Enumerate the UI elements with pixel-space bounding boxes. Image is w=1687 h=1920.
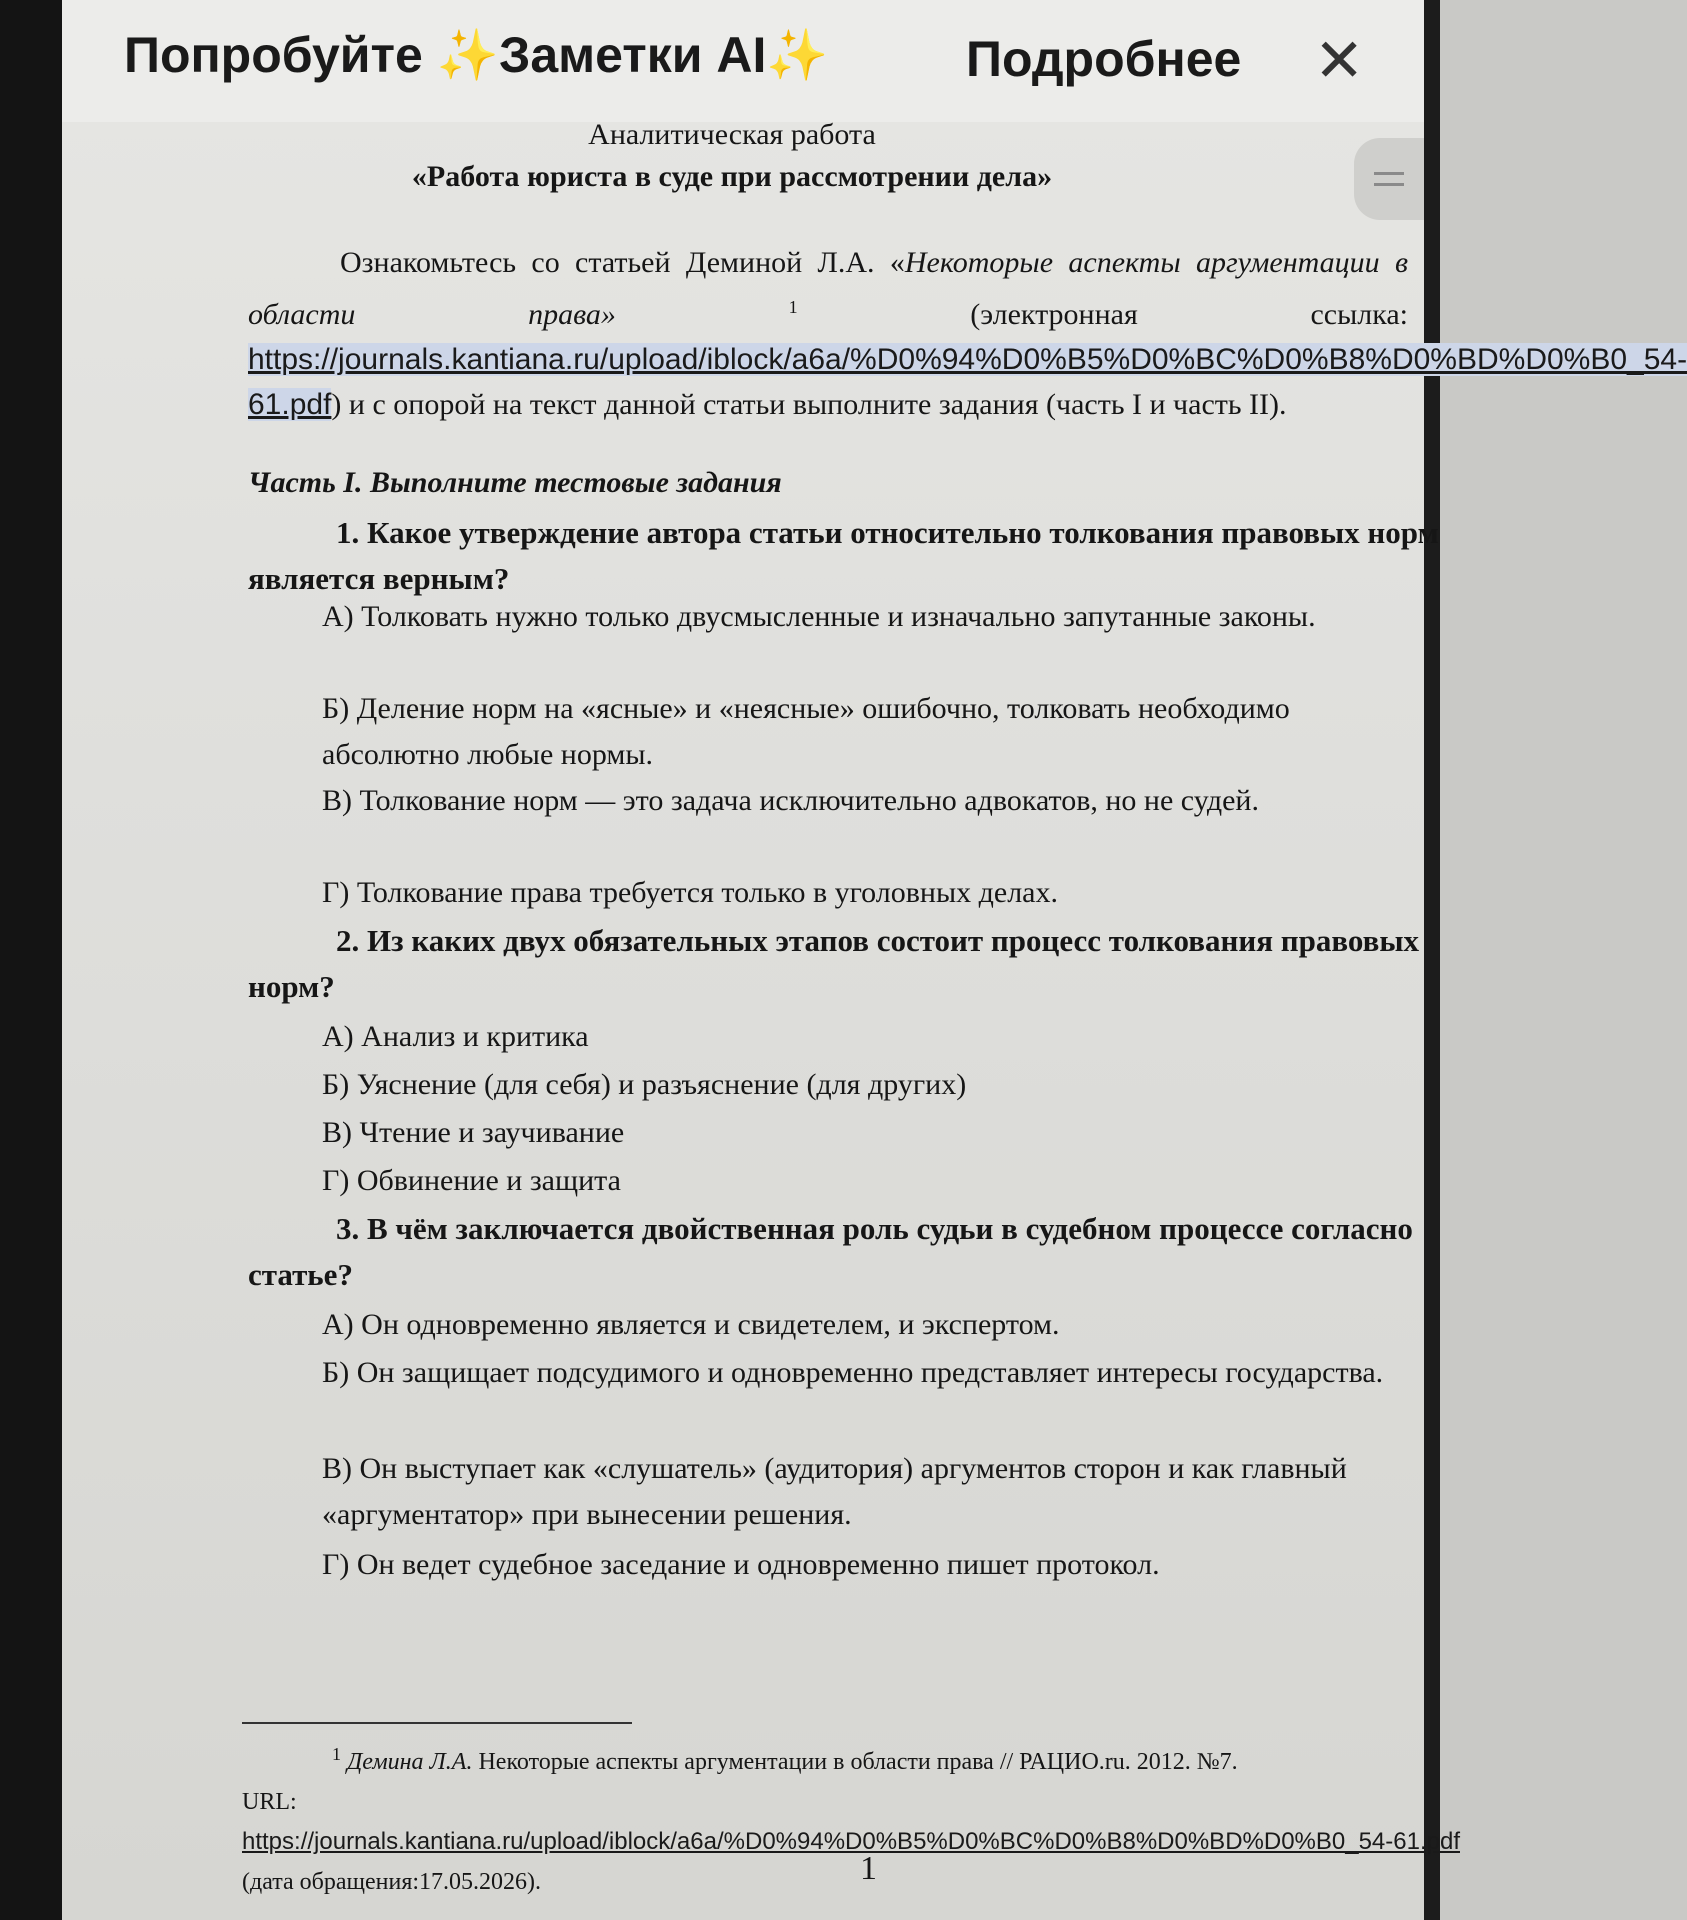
close-icon[interactable]: ✕ — [1314, 27, 1365, 94]
promo-text[interactable]: Попробуйте ✨Заметки AI✨ — [124, 27, 829, 83]
footnote-link[interactable]: https://journals.kantiana.ru/upload/iblock/a6a/%D0%94%D0%B5%D0%BC%D0%B8%D0%BD%D0%B0_54-61.pdf — [242, 1828, 1460, 1855]
option-3a: А) Он одновременно является и свидетелем, и экспертом. — [322, 1308, 1060, 1341]
article-title: Некоторые аспекты аргументации в области права» — [248, 246, 1408, 331]
document-title: Аналитическая работа — [588, 118, 876, 151]
question-1: 1. Какое утверждение автора статьи относительно толкования правовых норм является верным? — [248, 515, 1439, 596]
promo-product-name: Заметки AI — [499, 27, 767, 83]
part-heading: Часть I. Выполните тестовые задания — [248, 466, 782, 499]
page-number: 1 — [860, 1850, 877, 1887]
device-bezel-left — [0, 0, 62, 1920]
drag-handle-icon — [1374, 172, 1404, 186]
intro-paragraph: Ознакомьтесь со статьей Деминой Л.А. «Некоторые аспекты аргументации в области права» $^1$ (электронная ссылка: https://journals.kantiana.ru/upload/iblock/a6a/%D0%94%D0%B5%D0%BC%D0%B8%D0%BD%D0%B0_54-61.pdf) и с опорой на текст данной статьи выполните задания (часть I и часть II). — [248, 246, 1687, 421]
option-3d: Г) Он ведет судебное заседание и одновременно пишет протокол. — [322, 1548, 1160, 1581]
question-3: 3. В чём заключается двойственная роль судьи в судебном процессе согласно статье? — [248, 1211, 1413, 1292]
option-1a: А) Толковать нужно только двусмысленные и изначально запутанные законы. — [322, 600, 1316, 633]
sparkle-icon: ✨ — [436, 27, 499, 83]
footnote-separator — [242, 1722, 632, 1724]
article-link[interactable]: https://journals.kantiana.ru/upload/iblock/a6a/%D0%94%D0%B5%D0%BC%D0%B8%D0%BD%D0%B0_54-61.pdf — [248, 343, 1687, 421]
option-1d: Г) Толкование права требуется только в уголовных делах. — [322, 876, 1058, 909]
footnote: $^1$ Демина Л.А. Некоторые аспекты аргументации в области права // РАЦИО.ru. 2012. №7. URL: https://journals.kantiana.ru/upload/iblock/a6a/%D0%94%D0%B5%D0%BC%D0%B8%D0%BD%D0%B0_54-61.pdf (дата обращения:17.05.2026). — [242, 1744, 1460, 1895]
option-3b: Б) Он защищает подсудимого и одновременно представляет интересы государства. — [322, 1356, 1384, 1389]
option-1b: Б) Деление норм на «ясные» и «неясные» ошибочно, толковать необходимо абсолютно любые нормы. — [322, 692, 1290, 771]
footnote-url-label: URL: — [242, 1789, 297, 1815]
footnote-reference[interactable]: 1 — [788, 297, 798, 317]
option-2b: Б) Уяснение (для себя) и разъяснение (для других) — [322, 1068, 967, 1101]
sparkle-icon: ✨ — [766, 27, 829, 83]
option-1c: В) Толкование норм — это задача исключительно адвокатов, но не судей. — [322, 784, 1259, 817]
option-3c: В) Он выступает как «слушатель» (аудитория) аргументов сторон и как главный «аргументатор» при вынесении решения. — [322, 1452, 1347, 1531]
option-2c: В) Чтение и заучивание — [322, 1116, 625, 1149]
learn-more-link[interactable]: Подробнее — [966, 31, 1242, 87]
footnote-author: Демина Л.А. — [347, 1749, 473, 1775]
promo-banner[interactable] — [62, 0, 1424, 122]
question-2: 2. Из каких двух обязательных этапов состоит процесс толкования правовых норм? — [248, 923, 1420, 1004]
side-panel-handle[interactable] — [1354, 138, 1424, 220]
document-viewer[interactable] — [62, 0, 1687, 1920]
option-2d: Г) Обвинение и защита — [322, 1164, 621, 1197]
document-subtitle: «Работа юриста в суде при рассмотрении дела» — [411, 160, 1053, 193]
option-2a: А) Анализ и критика — [322, 1020, 589, 1053]
